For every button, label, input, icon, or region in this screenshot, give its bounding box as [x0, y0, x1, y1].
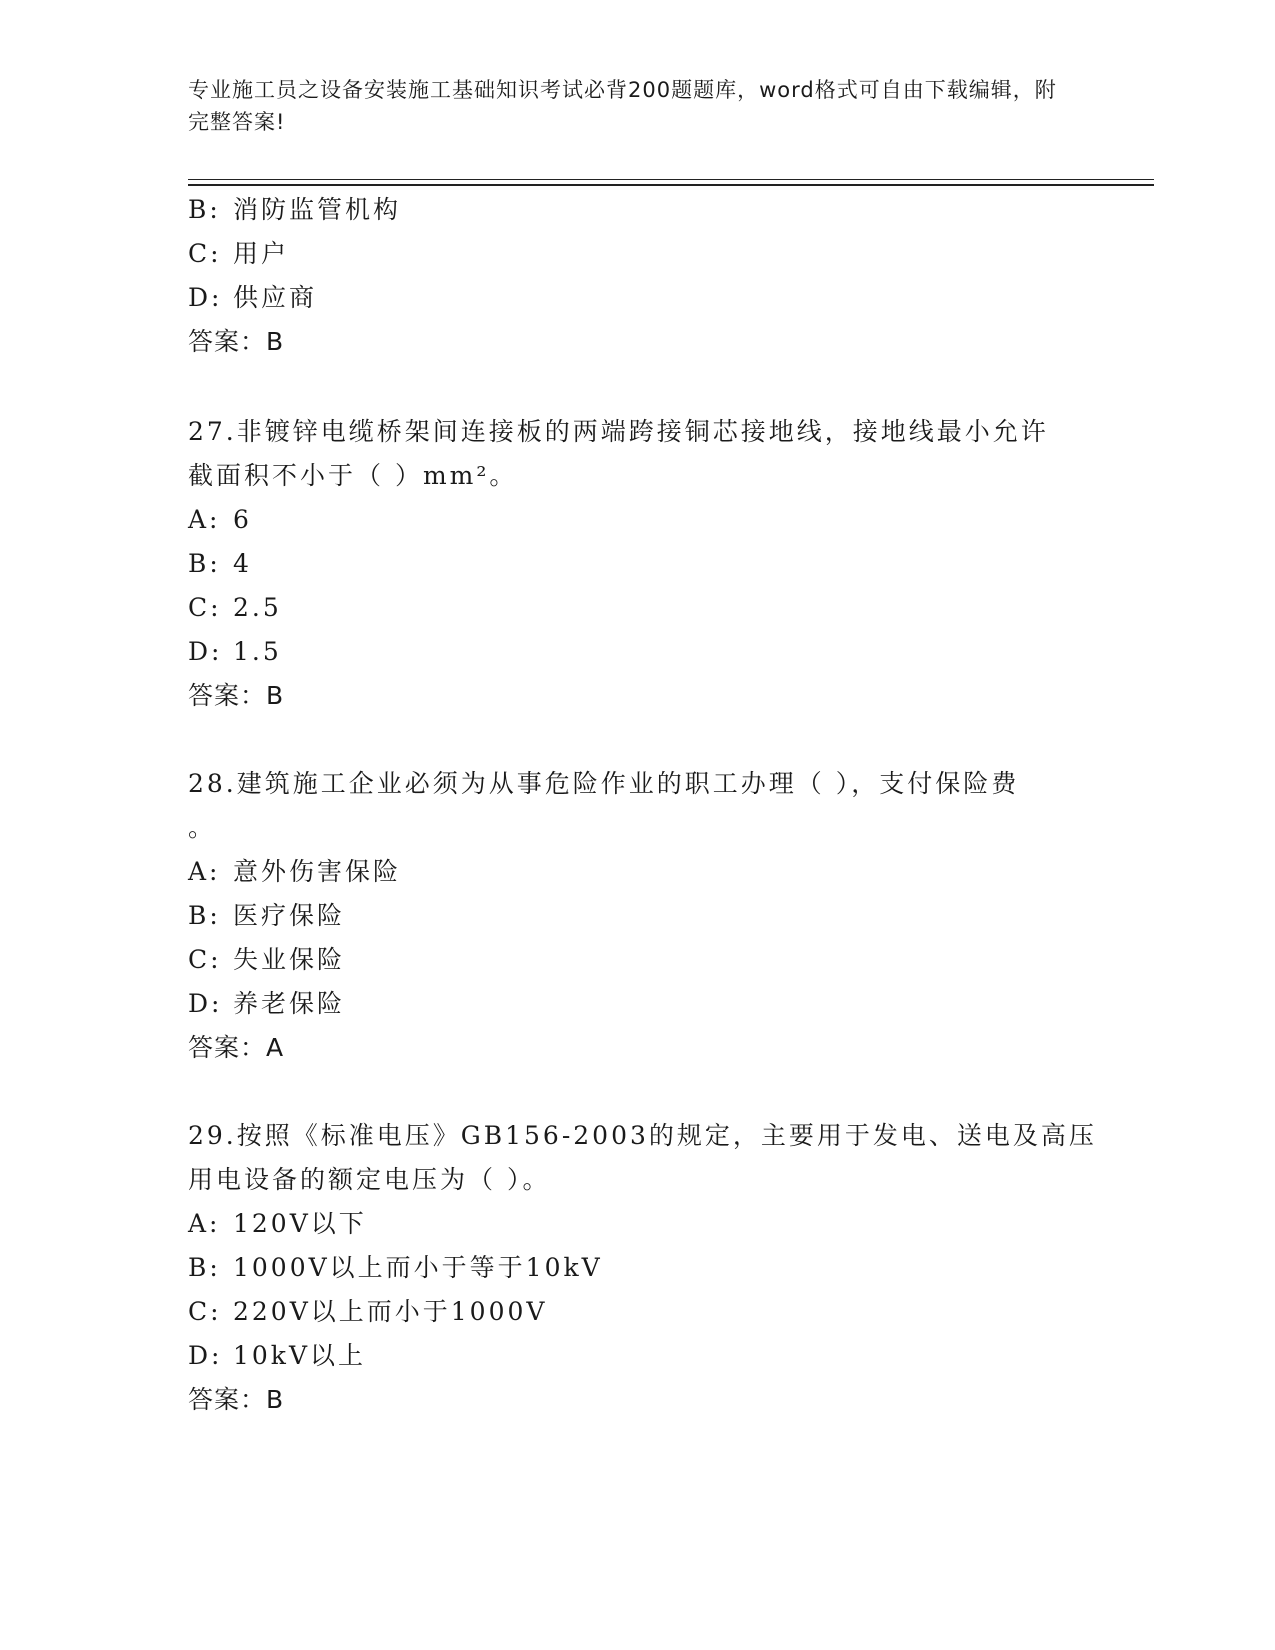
option-label: D:: [188, 1341, 223, 1370]
option-text: 养老保险: [233, 989, 346, 1018]
q28-option-c: [188, 944, 345, 976]
option-label: D:: [188, 637, 223, 666]
option-label: A:: [188, 857, 221, 886]
option-text: 10kV以上: [233, 1341, 367, 1370]
q26-option-b: [188, 194, 401, 226]
header-divider-thin: [188, 179, 1154, 180]
q29-option-d: [188, 1340, 366, 1372]
option-label: B:: [188, 195, 221, 224]
q28-option-a: [188, 856, 401, 888]
option-label: C:: [188, 945, 222, 974]
option-label: C:: [188, 593, 222, 622]
option-text: 医疗保险: [233, 901, 346, 930]
option-text: 220V以上而小于1000V: [233, 1297, 548, 1326]
option-text: 供应商: [233, 283, 318, 312]
q27-option-a: [188, 504, 252, 536]
option-label: B:: [188, 1253, 221, 1282]
option-text: 1.5: [233, 637, 282, 666]
option-text: 意外伤害保险: [233, 857, 402, 886]
option-text: 失业保险: [233, 945, 346, 974]
q29-option-b: [188, 1252, 603, 1284]
option-text: 消防监管机构: [233, 195, 402, 224]
q27-question-line1: 27.非镀锌电缆桥架间连接板的两端跨接铜芯接地线，接地线最小允许: [188, 417, 1049, 446]
option-label: B:: [188, 901, 221, 930]
q29-question-line2: 用电设备的额定电压为（ ）。: [188, 1165, 551, 1194]
q28-option-b: [188, 900, 345, 932]
option-label: C:: [188, 1297, 222, 1326]
q27-answer: 答案：B: [188, 681, 285, 710]
q29-option-c: [188, 1296, 547, 1328]
option-label: D:: [188, 989, 223, 1018]
option-label: D:: [188, 283, 223, 312]
q29-answer: 答案：B: [188, 1385, 285, 1414]
option-text: 1000V以上而小于等于10kV: [233, 1253, 603, 1282]
q26-option-c: [188, 238, 289, 270]
q26-answer: 答案：B: [188, 327, 285, 356]
header-divider-thick: [188, 184, 1154, 186]
option-label: C:: [188, 239, 222, 268]
q29-option-a: [188, 1208, 367, 1240]
q27-option-d: [188, 636, 282, 668]
page-header-title: 专业施工员之设备安装施工基础知识考试必背200题题库，word格式可自由下载编辑，附完整答案!: [188, 78, 1057, 134]
option-label: B:: [188, 549, 221, 578]
option-text: 用户: [233, 239, 290, 268]
q29-question-line1: 29.按照《标准电压》GB156-2003的规定，主要用于发电、送电及高压: [188, 1121, 1097, 1150]
q28-option-d: [188, 988, 345, 1020]
q26-option-d: [188, 282, 317, 314]
option-text: 2.5: [233, 593, 282, 622]
option-label: A:: [188, 1209, 221, 1238]
option-label: A:: [188, 505, 221, 534]
q28-question-line2: 。: [188, 813, 217, 842]
q27-option-c: [188, 592, 282, 624]
q27-option-b: [188, 548, 252, 580]
q28-question-line1: 28.建筑施工企业必须为从事危险作业的职工办理（ ），支付保险费: [188, 769, 1020, 798]
q28-answer: 答案：A: [188, 1033, 285, 1062]
q27-question-line2: 截面积不小于（ ）mm²。: [188, 461, 518, 490]
option-text: 120V以下: [233, 1209, 367, 1238]
option-text: 6: [233, 505, 252, 534]
option-text: 4: [233, 549, 252, 578]
